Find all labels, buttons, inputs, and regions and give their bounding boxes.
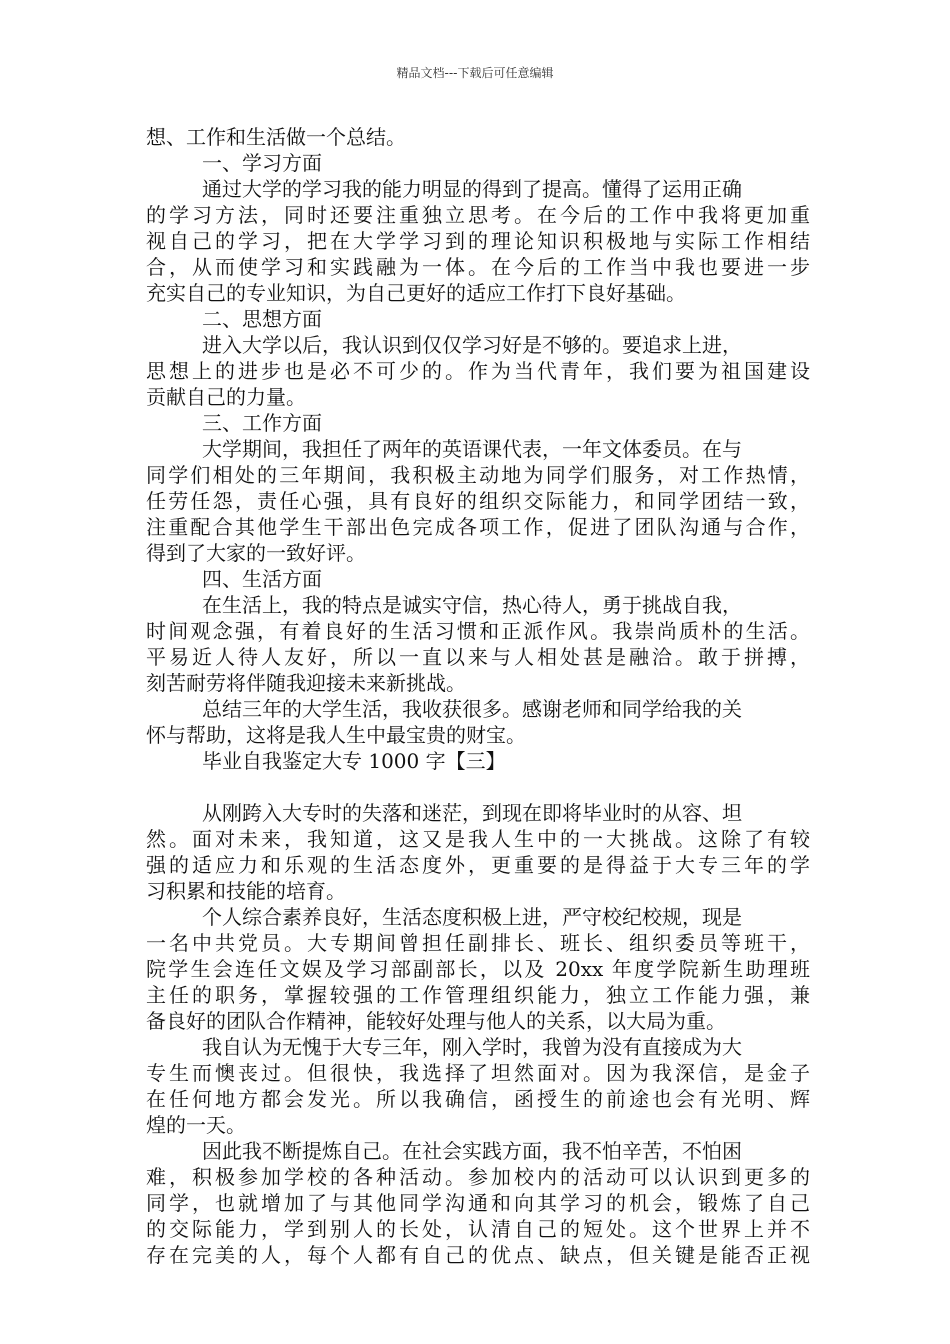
text-line: 同学们相处的三年期间，我积极主动地为同学们服务，对工作热情， bbox=[146, 463, 810, 487]
text-line: 从刚跨入大专时的失落和迷茫，到现在即将毕业时的从容、坦 bbox=[202, 801, 742, 825]
text-line: 贡献自己的力量。 bbox=[146, 385, 306, 409]
text-line: 专生而懊丧过。但很快，我选择了坦然面对。因为我深信，是金子 bbox=[146, 1061, 810, 1085]
text-line: 然。面对未来，我知道，这又是我人生中的一大挑战。这除了有较 bbox=[146, 827, 810, 851]
text-line: 个人综合素养良好，生活态度积极上进，严守校纪校规，现是 bbox=[202, 905, 742, 929]
text-line: 大学期间，我担任了两年的英语课代表，一年文体委员。在与 bbox=[202, 437, 742, 461]
text-line: 平易近人待人友好，所以一直以来与人相处甚是融洽。敢于拼搏， bbox=[146, 645, 810, 669]
text-line: 三、工作方面 bbox=[202, 411, 322, 435]
text-line: 煌的一天。 bbox=[146, 1113, 246, 1137]
text-line: 在任何地方都会发光。所以我确信，函授生的前途也会有光明、辉 bbox=[146, 1087, 810, 1111]
text-line: 我自认为无愧于大专三年，刚入学时，我曾为没有直接成为大 bbox=[202, 1035, 742, 1059]
text-line: 时间观念强，有着良好的生活习惯和正派作风。我崇尚质朴的生活。 bbox=[146, 619, 810, 643]
text-line: 二、思想方面 bbox=[202, 307, 322, 331]
page-header: 精品文档---下载后可任意编辑 bbox=[396, 66, 554, 80]
text-line: 通过大学的学习我的能力明显的得到了提高。懂得了运用正确 bbox=[202, 177, 742, 201]
text-line: 因此我不断提炼自己。在社会实践方面，我不怕辛苦，不怕困 bbox=[202, 1139, 742, 1163]
text-line: 四、生活方面 bbox=[202, 567, 322, 591]
text-line: 习积累和技能的培育。 bbox=[146, 879, 346, 903]
text-line: 想、工作和生活做一个总结。 bbox=[146, 125, 406, 149]
text-line: 注重配合其他学生干部出色完成各项工作，促进了团队沟通与合作， bbox=[146, 515, 810, 539]
text-line: 难，积极参加学校的各种活动。参加校内的活动可以认识到更多的 bbox=[146, 1165, 810, 1189]
text-line: 毕业自我鉴定大专 1000 字【三】 bbox=[202, 749, 506, 773]
text-line: 一名中共党员。大专期间曾担任副排长、班长、组织委员等班干， bbox=[146, 931, 810, 955]
text-line: 任劳任怨，责任心强，具有良好的组织交际能力，和同学团结一致， bbox=[146, 489, 810, 513]
text-line: 总结三年的大学生活，我收获很多。感谢老师和同学给我的关 bbox=[202, 697, 742, 721]
text-line: 充实自己的专业知识，为自己更好的适应工作打下良好基础。 bbox=[146, 281, 686, 305]
text-line: 一、学习方面 bbox=[202, 151, 322, 175]
text-line: 合，从而使学习和实践融为一体。在今后的工作当中我也要进一步 bbox=[146, 255, 810, 279]
text-line: 思想上的进步也是必不可少的。作为当代青年，我们要为祖国建设 bbox=[146, 359, 810, 383]
text-line: 得到了大家的一致好评。 bbox=[146, 541, 366, 565]
document-body bbox=[146, 124, 810, 1268]
text-line: 刻苦耐劳将伴随我迎接未来新挑战。 bbox=[146, 671, 466, 695]
text-line: 院学生会连任文娱及学习部副部长，以及 20xx 年度学院新生助理班 bbox=[146, 957, 810, 981]
text-line: 主任的职务，掌握较强的工作管理组织能力，独立工作能力强，兼 bbox=[146, 983, 810, 1007]
text-line: 进入大学以后，我认识到仅仅学习好是不够的。要追求上进， bbox=[202, 333, 742, 357]
text-line: 在生活上，我的特点是诚实守信，热心待人，勇于挑战自我， bbox=[202, 593, 742, 617]
text-line: 的交际能力，学到别人的长处，认清自己的短处。这个世界上并不 bbox=[146, 1217, 810, 1241]
text-line: 备良好的团队合作精神，能较好处理与他人的关系，以大局为重。 bbox=[146, 1009, 726, 1033]
text-line: 怀与帮助，这将是我人生中最宝贵的财宝。 bbox=[146, 723, 526, 747]
text-line: 强的适应力和乐观的生活态度外，更重要的是得益于大专三年的学 bbox=[146, 853, 810, 877]
text-line: 视自己的学习，把在大学学习到的理论知识积极地与实际工作相结 bbox=[146, 229, 810, 253]
text-line bbox=[146, 774, 810, 800]
text-line: 同学，也就增加了与其他同学沟通和向其学习的机会，锻炼了自己 bbox=[146, 1191, 810, 1215]
text-line: 的学习方法，同时还要注重独立思考。在今后的工作中我将更加重 bbox=[146, 203, 810, 227]
text-line: 存在完美的人，每个人都有自己的优点、缺点，但关键是能否正视 bbox=[146, 1243, 810, 1267]
